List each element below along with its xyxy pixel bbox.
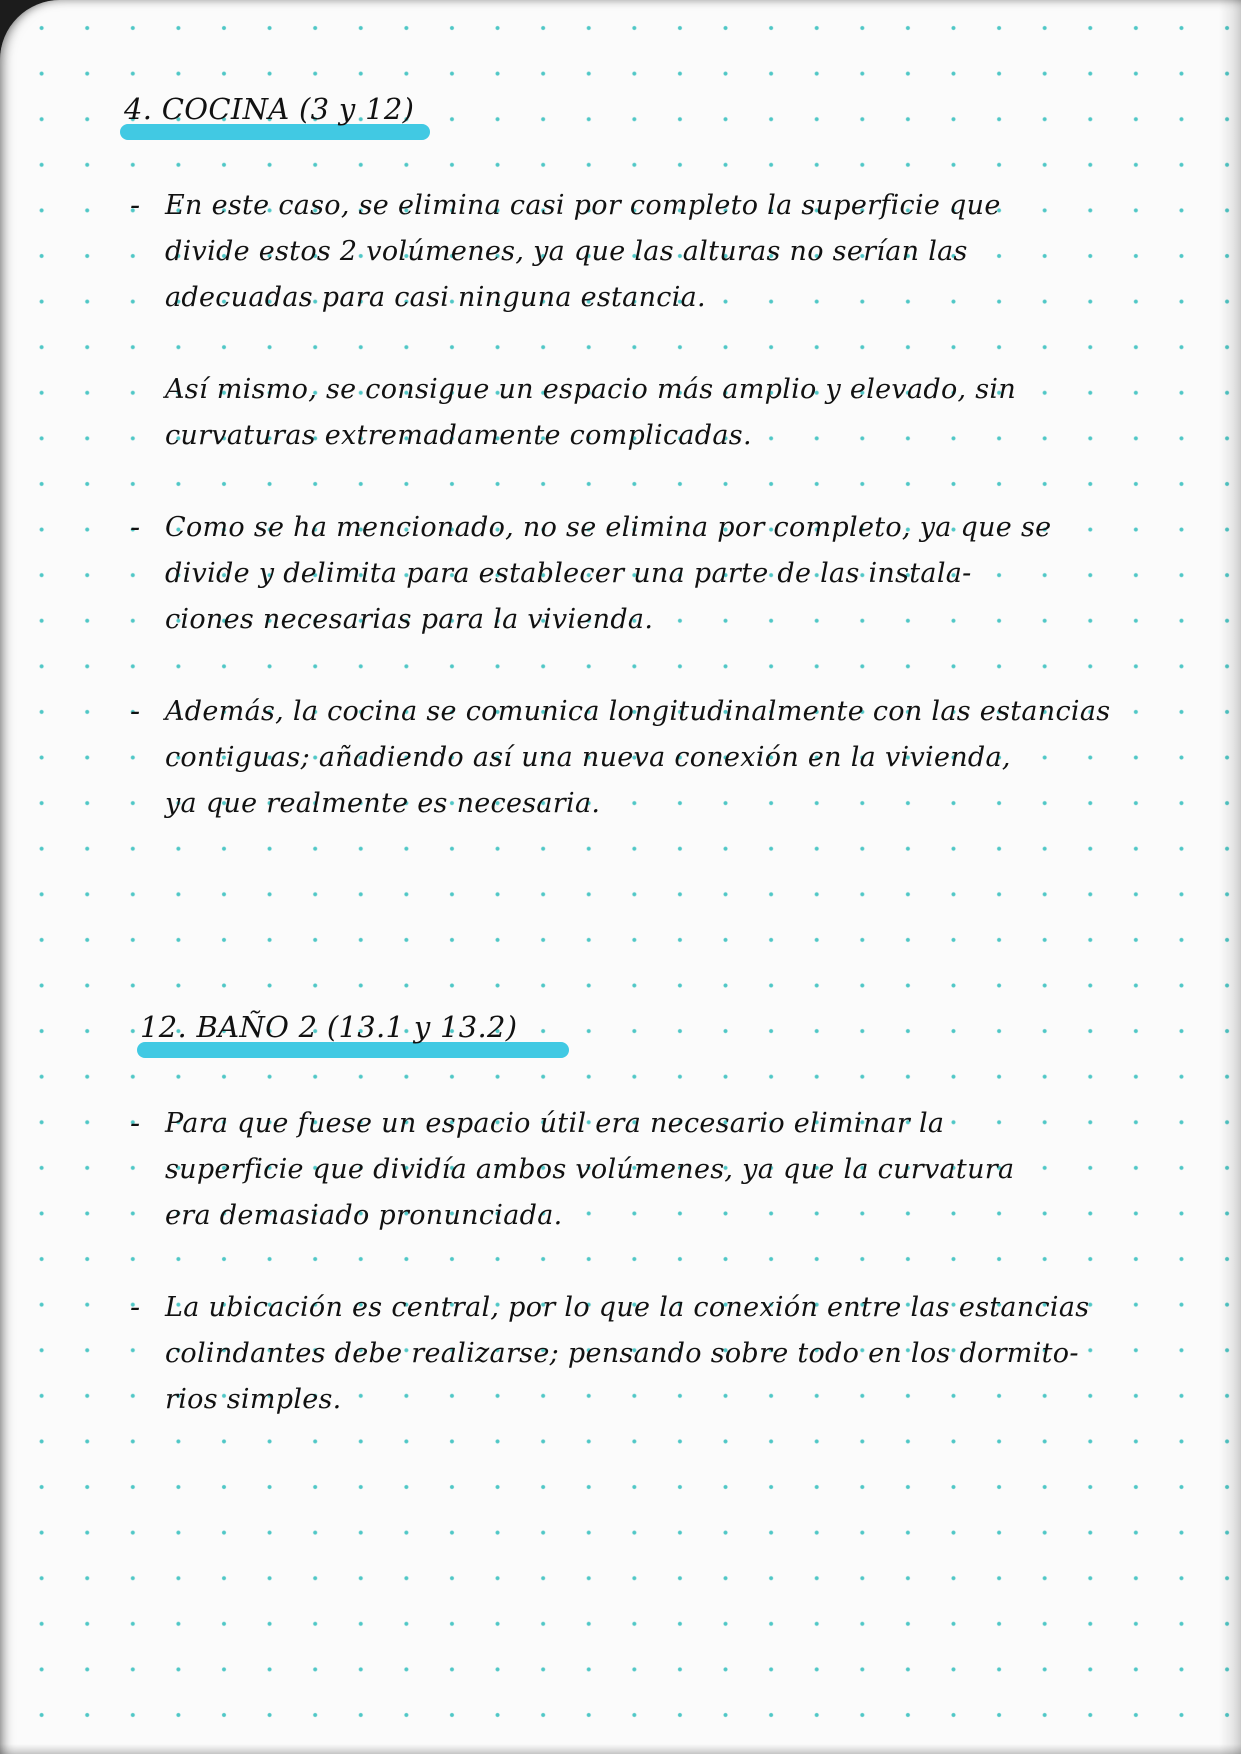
bullet-dash: -: [130, 188, 141, 223]
paragraph-line: Para que fuese un espacio útil era necesario eliminar la: [165, 1108, 945, 1139]
bullet-dash: -: [130, 694, 141, 729]
paragraph-line: En este caso, se elimina casi por completo la superficie que: [165, 190, 1001, 221]
paragraph-line: superficie que dividía ambos volúmenes, ya que la curvatura: [165, 1154, 1015, 1185]
paragraph-line: Como se ha mencionado, no se elimina por completo, ya que se: [165, 512, 1052, 543]
paragraph-line: ya que realmente es necesaria.: [165, 788, 601, 819]
heading-highlight: [137, 1042, 569, 1058]
paragraph-line: Además, la cocina se comunica longitudinalmente con las estancias: [165, 696, 1111, 727]
paragraph-line: La ubicación es central, por lo que la conexión entre las estancias: [165, 1292, 1090, 1323]
paragraph-line: colindantes debe realizarse; pensando sobre todo en los dormito-: [165, 1338, 1079, 1369]
paragraph-line: contiguas; añadiendo así una nueva conexión en la vivienda,: [165, 742, 1011, 773]
paragraph-line: curvaturas extremadamente complicadas.: [165, 420, 752, 451]
paragraph-line: rios simples.: [165, 1384, 342, 1415]
paragraph-line: divide y delimita para establecer una parte de las instala-: [165, 558, 972, 589]
heading-highlight: [120, 124, 430, 140]
paragraph-line: Así mismo, se consigue un espacio más amplio y elevado, sin: [165, 374, 1017, 405]
paragraph-line: divide estos 2 volúmenes, ya que las alturas no serían las: [165, 236, 968, 267]
section-heading-cocina: 4. COCINA (3 y 12): [124, 92, 415, 126]
paragraph-line: adecuadas para casi ninguna estancia.: [165, 282, 706, 313]
section-heading-bano: 12. BAÑO 2 (13.1 y 13.2): [140, 1010, 518, 1044]
bullet-dash: -: [130, 510, 141, 545]
page-edge-shadow: [0, 1744, 1241, 1754]
paragraph-line: era demasiado pronunciada.: [165, 1200, 563, 1231]
bullet-dash: -: [130, 1290, 141, 1325]
paragraph-line: ciones necesarias para la vivienda.: [165, 604, 654, 635]
bullet-dash: -: [130, 1106, 141, 1141]
page-edge-shadow: [1219, 0, 1241, 1754]
